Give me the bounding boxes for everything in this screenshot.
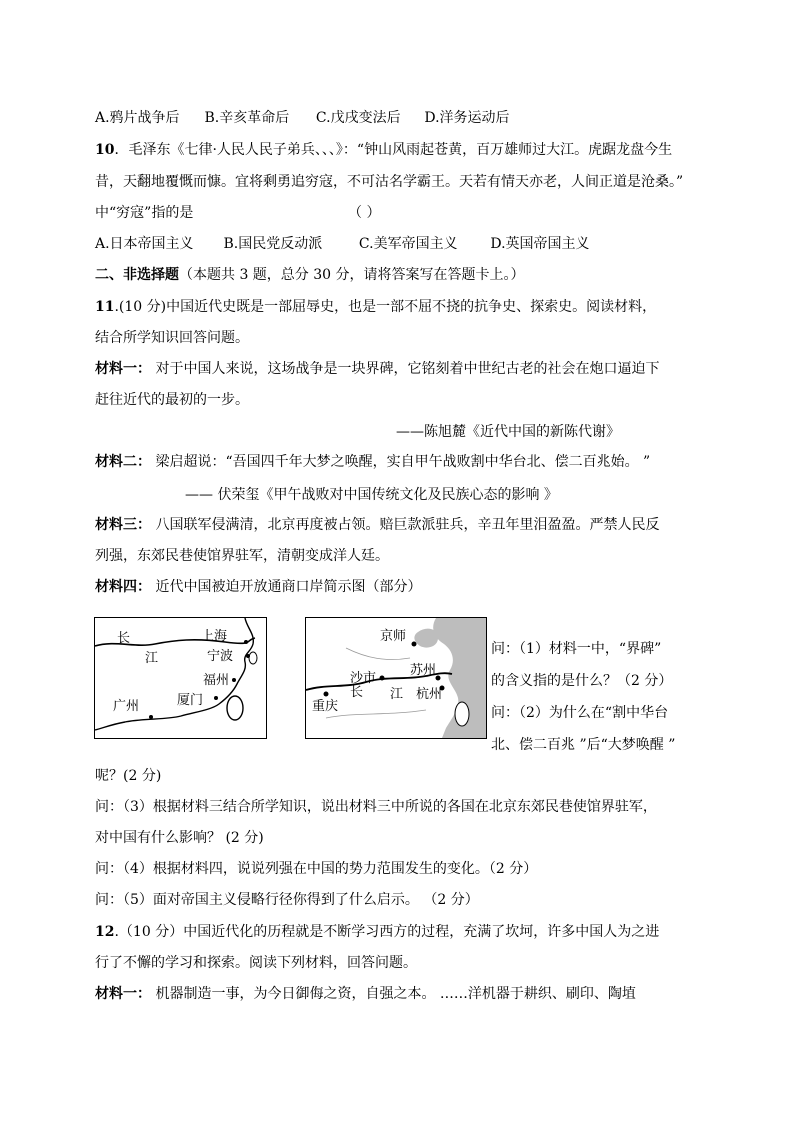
q12-material-1 (95, 984, 636, 1004)
section-2-title: 二、非选择题 (95, 267, 179, 283)
material-4-text: 近代中国被迫开放通商口岸简示图（部分） (155, 579, 422, 595)
map1-fuzhou: 福州 (203, 673, 230, 688)
q10-line-1 (95, 140, 672, 160)
map1-changjiang-1: 长 (117, 631, 131, 646)
q9-option-c: C.戊戌变法后 (315, 110, 401, 126)
q10-line-2: 昔，天翻地覆慨而慷。宜将剩勇追穷寇，不可沽名学霸王。天若有情天亦老，人间正道是沧桑。” (95, 174, 684, 190)
q11-material-4 (95, 577, 421, 597)
map1-xiamen: 厦门 (177, 693, 204, 708)
q11-question-5: 问：（5）面对帝国主义侵略行径你得到了什么启示。 （2 分） (95, 892, 479, 908)
q12-intro-text: .（10 分）中国近代化的历程就是不断学习西方的过程，充满了坎坷，许多中国人为之进 (114, 924, 660, 940)
q11-material-1-cont: 赶往近代的最初的一步。 (95, 392, 249, 408)
q10-text-3: 中“穷寇”指的是 (95, 205, 194, 221)
q11-question-1-line-2: 的含义指的是什么？（2 分） (491, 673, 673, 689)
q9-options (95, 108, 510, 128)
map2-chongqing: 重庆 (312, 699, 339, 714)
section-2-note: （本题共 3 题，总分 30 分，请将答案写在答题卡上。） (179, 267, 525, 283)
q11-intro-2: 结合所学知识回答问题。 (95, 330, 249, 346)
q11-question-4: 问：（4）根据材料四，说说列强在中国的势力范围发生的变化。（2 分） (95, 861, 538, 877)
material-2-source: —— 伏荣玺《甲午战败对中国传统文化及民族心态的影响 》 (185, 487, 558, 503)
material-4-label: 材料四： (95, 579, 151, 595)
q12-material-1-text: 机器制造一事，为今日御侮之资，自强之本。 ……洋机器于耕织、刷印、陶埴 (155, 986, 636, 1002)
q12-intro-2: 行了不懈的学习和探索。阅读下列材料，回答问题。 (95, 955, 417, 971)
q11-material-3-cont: 列强，东郊民巷使馆界驻军，清朝变成洋人廷。 (95, 548, 389, 564)
q11-question-2-line-1: 问：（2）为什么在“割中华台 (491, 705, 669, 721)
map1-changjiang-2: 江 (145, 651, 159, 666)
q10-line-3 (95, 203, 380, 223)
q11-material-3 (95, 515, 659, 535)
material-2-label: 材料二： (95, 454, 151, 470)
q11-intro-text: .(10 分)中国近代史既是一部屈辱史，也是一部不屈不挠的抗争史、探索史。阅读材料， (114, 299, 657, 315)
map2-shashi: 沙市 (350, 671, 377, 686)
q12-number: 12 (95, 924, 115, 940)
q12-intro-1 (95, 922, 659, 942)
q9-option-b: B.辛亥革命后 (204, 110, 290, 126)
map-2-drawing (306, 618, 486, 738)
section-2-heading (95, 265, 525, 285)
q10-answer-bracket: （ ） (348, 205, 381, 221)
q10-options (95, 234, 590, 254)
q11-intro-1 (95, 297, 656, 317)
q12-material-1-label: 材料一： (95, 986, 151, 1002)
treaty-ports-map-1 (94, 617, 267, 739)
q11-question-2-line-2: 北、偿二百兆 ”后“大梦唤醒 ” (491, 737, 676, 753)
map2-hangzhou: 杭州 (416, 687, 443, 702)
map2-chang: 长 (350, 685, 364, 700)
treaty-ports-map-2 (305, 617, 487, 739)
q10-option-d: D.英国帝国主义 (490, 236, 590, 252)
q11-question-1-line-1: 问：（1）材料一中，“界碑” (491, 641, 662, 657)
q11-number: 11 (95, 299, 115, 315)
map2-suzhou: 苏州 (410, 663, 437, 678)
q11-material-1 (95, 359, 659, 379)
q11-question-2-line-3: 呢？(2 分) (95, 768, 162, 784)
q10-option-b: B.国民党反动派 (223, 236, 323, 252)
map-1-drawing (95, 618, 266, 738)
q10-text-1: ．毛泽东《七律·人民人民子弟兵、、、》：“钟山风雨起苍黄，百万雄师过大江。虎踞龙盘今生 (114, 142, 673, 158)
q9-option-d: D.洋务运动后 (424, 110, 510, 126)
q11-question-3-line-2: 对中国有什么影响？ (2 分) (95, 830, 264, 846)
map2-jingshi: 京师 (380, 629, 407, 644)
q10-number: 10 (95, 142, 115, 158)
material-1-source: ——陈旭麓《近代中国的新陈代谢》 (396, 424, 620, 440)
map1-guangzhou: 广州 (113, 699, 140, 714)
q10-option-a: A.日本帝国主义 (95, 236, 194, 252)
q9-option-a: A.鸦片战争后 (95, 110, 180, 126)
map1-shanghai: 上海 (201, 629, 228, 644)
material-2-text: 梁启超说：“吾国四千年大梦之唤醒，实自甲午战败割中华台北、偿二百兆始。 ” (155, 454, 651, 470)
map2-jiang: 江 (390, 687, 404, 702)
material-1-label: 材料一： (95, 361, 151, 377)
material-3-label: 材料三： (95, 517, 151, 533)
q11-question-3-line-1: 问：（3）根据材料三结合所学知识，说出材料三中所说的各国在北京东郊民巷使馆界驻军， (95, 799, 657, 815)
q11-material-2 (95, 452, 650, 472)
map1-ningbo: 宁波 (207, 649, 234, 664)
q10-option-c: C.美军帝国主义 (358, 236, 458, 252)
material-3-text: 八国联军侵满清，北京再度被占领。赔巨款派驻兵，辛丑年里泪盈盈。严禁人民反 (155, 517, 660, 533)
material-1-text: 对于中国人来说，这场战争是一块界碑，它铭刻着中世纪古老的社会在炮口逼迫下 (155, 361, 660, 377)
